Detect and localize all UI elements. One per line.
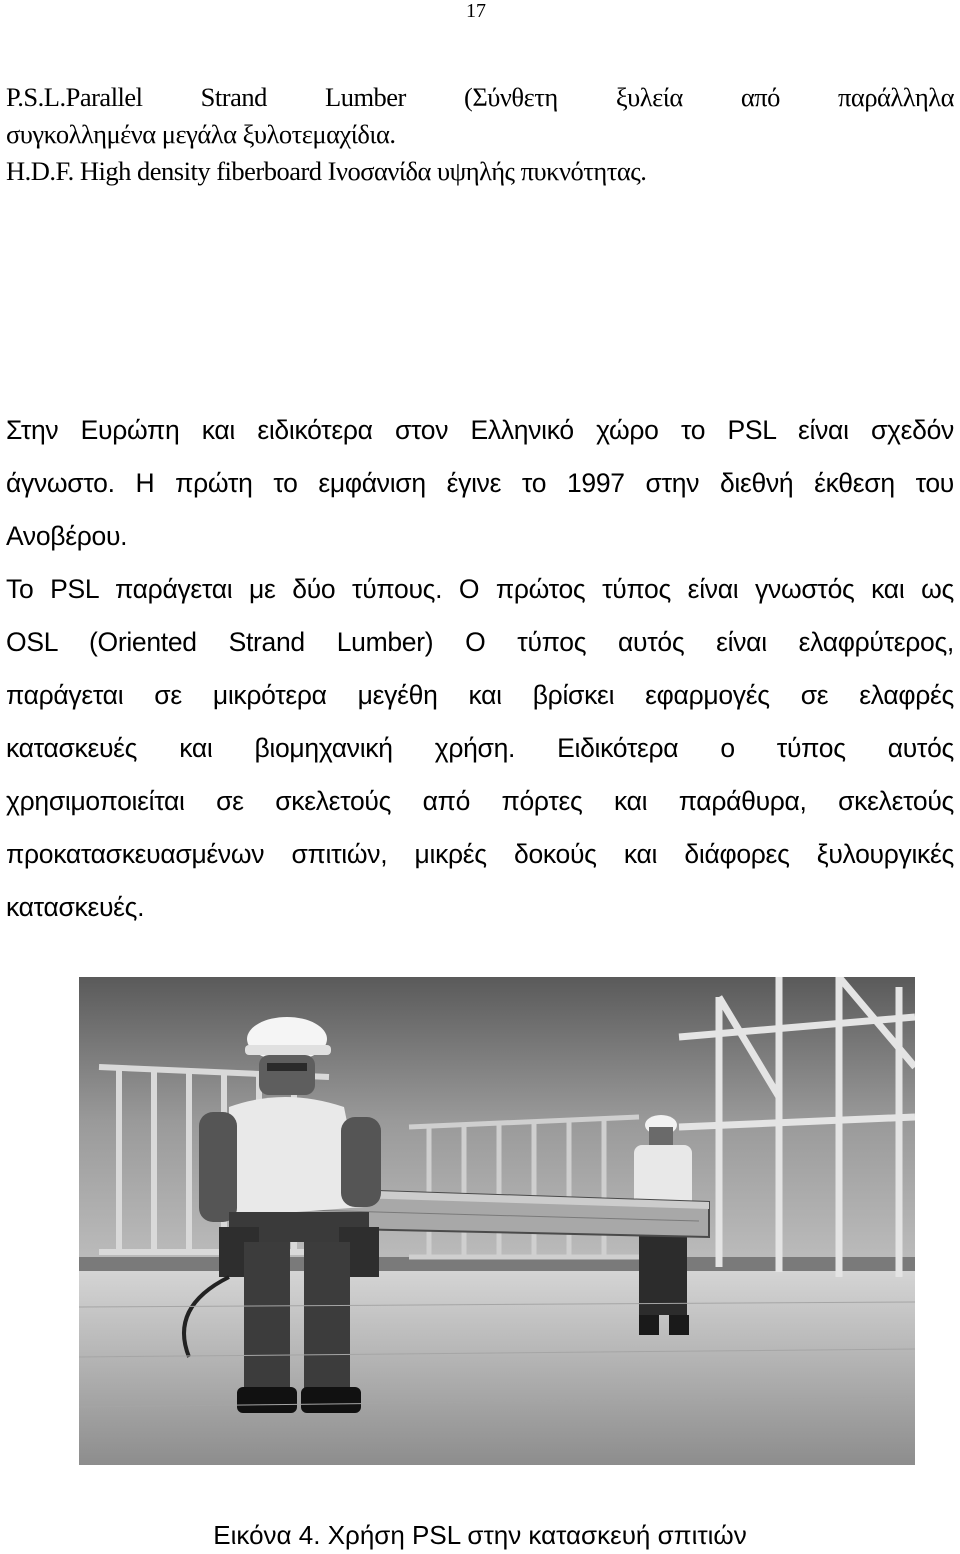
construction-photo <box>79 977 915 1465</box>
glossary-psl-line-2: συγκολλημένα μεγάλα ξυλοτεμαχίδια. <box>6 119 396 149</box>
glossary-block <box>6 79 954 190</box>
page-number: 17 <box>466 0 486 22</box>
paragraph-line: Ανοβέρου. <box>6 521 128 551</box>
figure-caption: Εικόνα 4. Χρήση PSL στην κατασκευή σπιτιών <box>213 1520 747 1550</box>
paragraph-line: Το PSL παράγεται με δύο τύπους. Ο πρώτος τύπος είναι γνωστός και ως <box>6 574 954 604</box>
paragraph-line: OSL (Oriented Strand Lumber) Ο τύπος αυτός είναι ελαφρύτερος, <box>6 627 954 657</box>
paragraph-line: χρησιμοποιείται σε σκελετούς από πόρτες και παράθυρα, σκελετούς <box>6 786 954 816</box>
paragraph-line: προκατασκευασμένων σπιτιών, μικρές δοκούς και διάφορες ξυλουργικές <box>6 839 954 869</box>
paragraph-line: κατασκευές. <box>6 892 145 922</box>
paragraph-line: παράγεται σε μικρότερα μεγέθη και βρίσκει εφαρμογές σε ελαφρές <box>6 680 954 710</box>
paragraph-line: κατασκευές και βιομηχανική χρήση. Ειδικότερα ο τύπος αυτός <box>6 733 954 763</box>
body-text <box>6 404 954 934</box>
glossary-psl-line-1: P.S.L.Parallel Strand Lumber (Σύνθετη ξυλεία από παράλληλα <box>6 82 954 112</box>
glossary-hdf-line: H.D.F. High density fiberboard Ινοσανίδα υψηλής πυκνότητας. <box>6 156 647 186</box>
paragraph-types <box>6 563 954 934</box>
paragraph-europe <box>6 404 954 563</box>
paragraph-line: άγνωστο. Η πρώτη το εμφάνιση έγινε το 1997 στην διεθνή έκθεση του <box>6 468 954 498</box>
paragraph-line: Στην Ευρώπη και ειδικότερα στον Ελληνικό χώρο το PSL είναι σχεδόν <box>6 415 954 445</box>
photo-floor-deck <box>79 1267 915 1465</box>
